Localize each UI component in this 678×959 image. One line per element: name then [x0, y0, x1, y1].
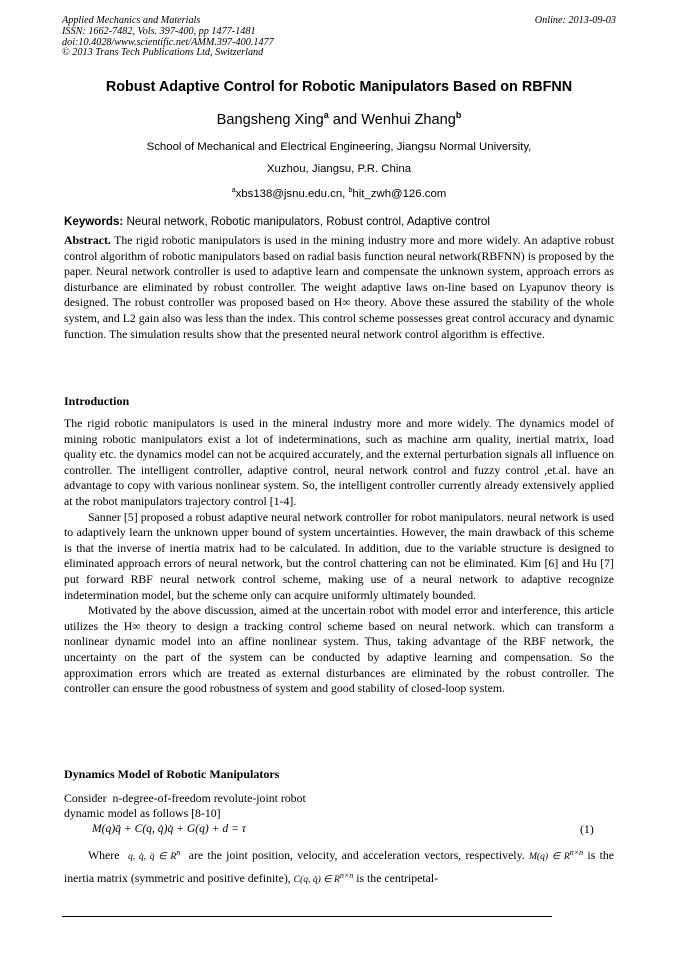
inertia-text: is the inertia matrix (symmetric and positive definite),	[64, 848, 614, 886]
equation-1-number: (1)	[580, 822, 594, 836]
author-1: Bangsheng Xing	[216, 111, 324, 128]
email-b[interactable]: hit_zwh@126.com	[352, 187, 447, 200]
email-b-mark: b	[348, 187, 353, 194]
keywords	[64, 215, 490, 228]
doi-line[interactable]: doi:10.4028/www.scientific.net/AMM.397-400.1477	[62, 36, 274, 48]
equation-1: M(q)q̈ + C(q, q̇)q̇ + G(q) + d = τ	[92, 822, 246, 835]
affiliation-line-2: Xuzhou, Jiangsu, P.R. China	[266, 162, 412, 175]
abstract-text: The rigid robotic manipulators is used in the mining industry more and more widely. An adaptive robust control algorithm of robotic manipulators based on radial basis function neural network(RBFNN) is proposed by the paper. Neural network controller is used to adaptive learn and compensate the unknown system, approach errors as disturbance are eliminated by robust controller. The weight adaptive laws on-line based on Lyapunov theory is designed. The robust controller was proposed based on H∞ theory. Above these assured the stability of the whole system, and L2 gain also was less than the index. This control scheme possesses great control accuracy and dynamic function. The simulation results show that the presented neural network control algorithm is effective.	[64, 233, 614, 341]
author-conjunction: and	[328, 111, 362, 128]
inertia-symbol: M(q) ∈ $R^{n\times n}$	[528, 848, 584, 863]
section-heading-introduction: Introduction	[64, 394, 130, 408]
where-lead: Where	[88, 848, 128, 863]
abstract-label: Abstract.	[64, 233, 111, 247]
author-2-mark: b	[455, 110, 462, 120]
affiliation-line-1: School of Mechanical and Electrical Engineering, Jiangsu Normal University,	[146, 141, 532, 153]
state-vectors: q, q̇, q̈ ∈ $R^n$	[127, 848, 181, 863]
author-2: Wenhui Zhang	[361, 111, 456, 128]
dynamics-line-2: dynamic model as follows [8-10]	[64, 806, 221, 820]
email-a-mark: a	[231, 187, 236, 194]
dynamics-intro	[64, 791, 614, 821]
dynamics-definitions	[64, 843, 614, 889]
intro-paragraph-2: Sanner [5] proposed a robust adaptive neural network controller for robot manipulators. neural network is used to adaptively learn the unknown upper bound of system uncertainties. However, the main drawback of this scheme is that the inverse of inertia matrix had to be calculated. In addition, due to the variable structure is designed to eliminated approach errors of neural network, but the control chattering can not be eliminated. Kim [6] and Hu [7] put forward RBF neural network control scheme, making use of a neural network to adaptive recognize indetermination model, but the scheme only can acquire uniformly ultimately bounded.	[64, 509, 614, 602]
coriolis-symbol: C(q, q̇) ∈ $R^{n\times n}$	[293, 871, 354, 886]
email-a[interactable]: xbs138@jsnu.edu.cn,	[235, 187, 349, 200]
intro-paragraph-1: The rigid robotic manipulators is used in the mineral industry more and more widely. The dynamics model of mining robotic manipulators exist a lot of indeterminations, such as machine arm quality, inertial matrix, load quality etc. the dynamics model can not be acquired accurately, and the external perturbation signals all influence on controller. The intelligent controller, adaptive control, neural network control and fuzzy control ,et.al. have an advantage to copy with various nonlinear system. So, the intelligent controller currently already extensively applied at the robot manipulators trajectory control [1-4].	[64, 416, 614, 508]
abstract	[64, 233, 614, 342]
author-1-mark: a	[323, 110, 329, 120]
coriolis-text: is the centripetal-	[353, 871, 439, 886]
email-line	[0, 180, 678, 205]
introduction-body	[64, 416, 614, 697]
copyright-line: © 2013 Trans Tech Publications Ltd, Switzerland	[62, 47, 264, 59]
intro-paragraph-3: Motivated by the above discussion, aimed at the uncertain robot with model error and interference, this article utilizes the H∞ theory to design a tracking control scheme based on neural network. which can transform a nonlinear dynamic model into an affine nonlinear system. Thus, taking advantage of the RBF network, the uncertainty on the part of the system can be conducted by adaptive learning and compensation. So the approximation errors which are treated as external disturbances are eliminated by the robust controller. The controller can ensure the good robustness of system and good stability of closed-loop system.	[64, 603, 614, 696]
issn-line: ISSN: 1662-7482, Vols. 397-400, pp 1477-1481	[62, 25, 256, 37]
affiliation-block	[0, 137, 678, 205]
online-date: Online: 2013-09-03	[534, 15, 616, 26]
dynamics-line-1: Consider n-degree-of-freedom revolute-joint robot	[64, 791, 306, 805]
section-heading-dynamics: Dynamics Model of Robotic Manipulators	[64, 767, 280, 781]
keywords-text: Neural network, Robotic manipulators, Robust control, Adaptive control	[123, 215, 490, 228]
where-rest: are the joint position, velocity, and acceleration vectors, respectively.	[180, 848, 525, 863]
paper-title: Robust Adaptive Control for Robotic Manipulators Based on RBFNN	[105, 79, 573, 95]
author-line	[0, 110, 678, 128]
keywords-label: Keywords:	[64, 215, 124, 228]
footer-rule	[62, 916, 552, 917]
journal-header	[62, 16, 274, 59]
journal-name: Applied Mechanics and Materials	[62, 15, 201, 26]
